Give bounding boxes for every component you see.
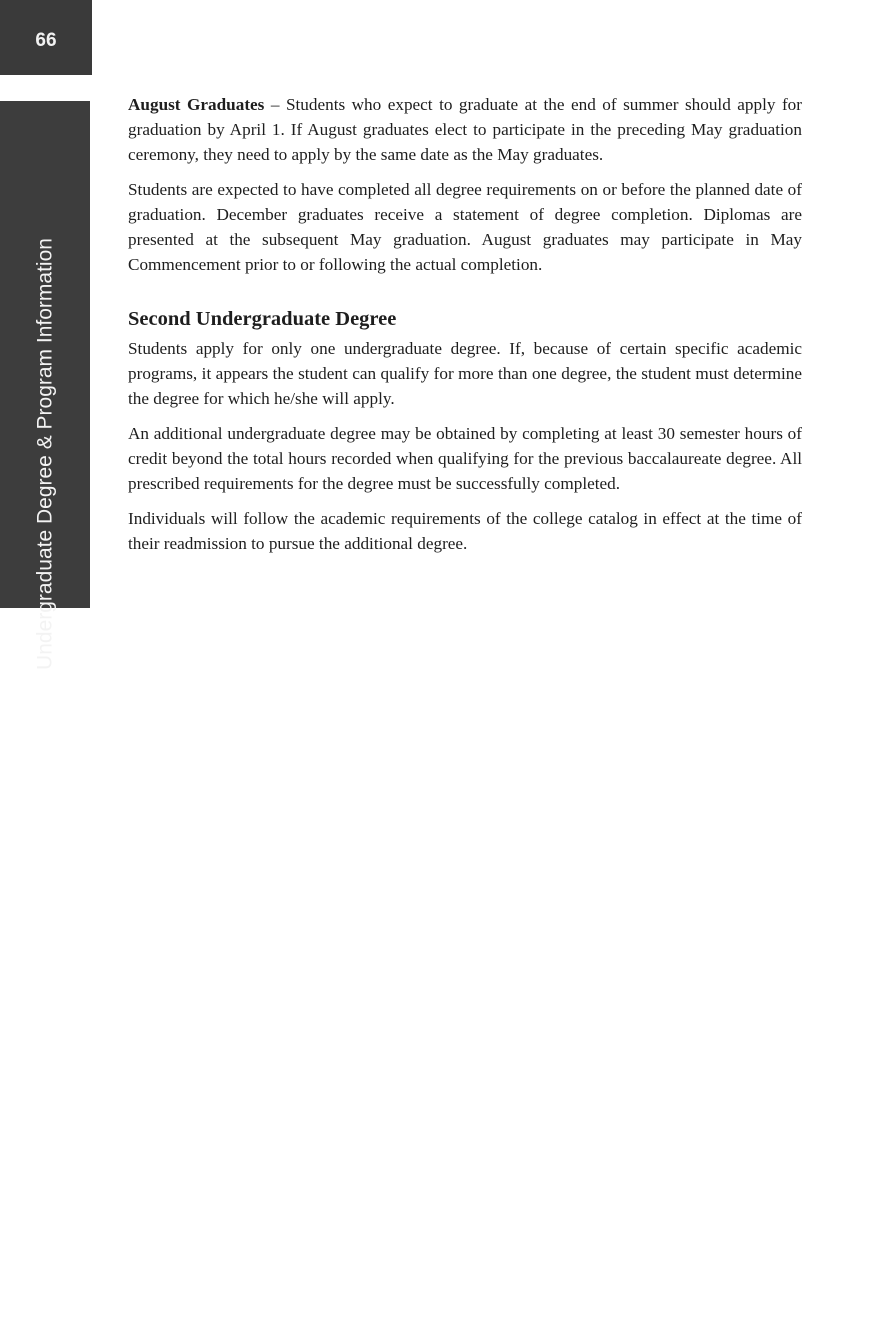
- august-graduates-lead: August Graduates: [128, 95, 265, 114]
- degree-completion-paragraph: Students are expected to have completed all degree requirements on or before the planned date of graduation. December graduates receive a statement of degree completion. Diplomas are presented at the subsequent May graduation. August graduates may participate in May Commencement prior to or following the actual completion.: [128, 180, 802, 274]
- page-number: 66: [35, 30, 57, 51]
- second-degree-paragraph-1: Students apply for only one undergraduate degree. If, because of certain specific academic programs, it appears the student can qualify for more than one degree, the student must determine the degree for which he/she will apply.: [128, 339, 802, 408]
- page-content: [128, 92, 802, 566]
- section-side-tab-label: Undergraduate Degree & Program Information: [33, 238, 57, 670]
- page-number-tab: [0, 0, 92, 75]
- second-degree-heading: Second Undergraduate Degree: [128, 308, 397, 330]
- second-degree-paragraph-3: Individuals will follow the academic requirements of the college catalog in effect at the time of their readmission to pursue the additional degree.: [128, 509, 802, 553]
- august-graduates-text: – Students who expect to graduate at the end of summer should apply for graduation by April 1. If August graduates elect to participate in the preceding May graduation ceremony, they need to apply by the same date as the May graduates.: [128, 95, 802, 164]
- section-side-tab: [0, 101, 90, 670]
- second-degree-paragraph-2: An additional undergraduate degree may be obtained by completing at least 30 semester hours of credit beyond the total hours recorded when qualifying for the previous baccalaureate degree. All prescribed requirements for the degree must be successfully completed.: [128, 424, 802, 493]
- august-graduates-paragraph: [128, 92, 802, 167]
